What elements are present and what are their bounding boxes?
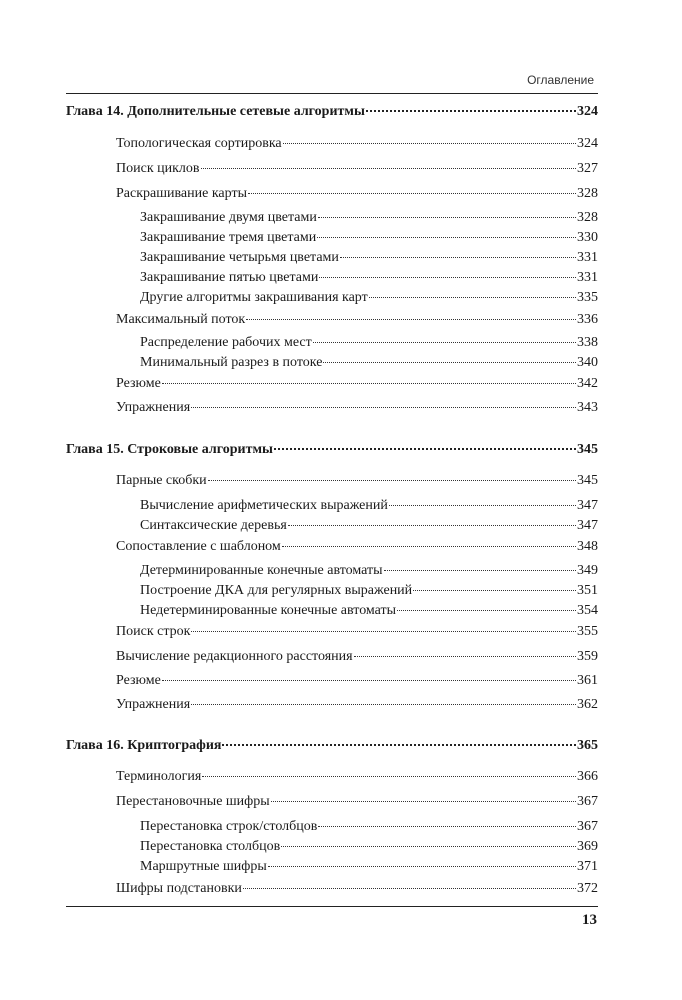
toc-entry-title: Другие алгоритмы закрашивания карт bbox=[140, 290, 368, 305]
toc-entry-title: Закрашивание тремя цветами bbox=[140, 230, 317, 245]
toc-entry-page: 355 bbox=[577, 624, 598, 639]
toc-subsection[interactable] bbox=[140, 229, 598, 247]
dot-leader bbox=[201, 167, 576, 169]
toc-entry-title: Упражнения bbox=[116, 697, 191, 712]
dot-leader bbox=[222, 743, 576, 746]
dot-leader bbox=[274, 447, 576, 450]
toc-section[interactable] bbox=[116, 648, 598, 666]
dot-leader bbox=[191, 406, 576, 408]
toc-subsection[interactable] bbox=[140, 517, 598, 535]
toc-section[interactable] bbox=[116, 538, 598, 556]
toc-entry-page: 366 bbox=[577, 769, 598, 784]
toc-section[interactable] bbox=[116, 311, 598, 329]
toc-entry-page: 361 bbox=[577, 673, 598, 688]
toc-entry-title: Резюме bbox=[116, 376, 161, 391]
dot-leader bbox=[208, 479, 576, 481]
toc-entry-title: Топологическая сортировка bbox=[116, 136, 282, 151]
toc-entry-page: 335 bbox=[577, 290, 598, 305]
toc-entry-page: 324 bbox=[577, 104, 598, 119]
toc-entry-page: 331 bbox=[577, 270, 598, 285]
page-number: 13 bbox=[582, 912, 597, 928]
toc-entry-title: Недетерминированные конечные автоматы bbox=[140, 603, 397, 618]
toc-entry-title: Шифры подстановки bbox=[116, 881, 242, 896]
toc-subsection[interactable] bbox=[140, 354, 598, 372]
dot-leader bbox=[318, 825, 576, 827]
dot-leader bbox=[246, 318, 576, 320]
toc-subsection[interactable] bbox=[140, 818, 598, 836]
dot-leader bbox=[318, 216, 576, 218]
toc-entry-page: 336 bbox=[577, 312, 598, 327]
toc-entry-title: Синтаксические деревья bbox=[140, 518, 287, 533]
dot-leader bbox=[319, 276, 576, 278]
dot-leader bbox=[366, 109, 576, 112]
dot-leader bbox=[389, 504, 576, 506]
toc-entry-page: 351 bbox=[577, 583, 598, 598]
toc-entry-title: Закрашивание четырьмя цветами bbox=[140, 250, 339, 265]
toc-entry-page: 369 bbox=[577, 839, 598, 854]
dot-leader bbox=[354, 655, 576, 657]
toc-entry-title: Закрашивание двумя цветами bbox=[140, 210, 317, 225]
toc-section[interactable] bbox=[116, 472, 598, 490]
toc-entry-title: Раскрашивание карты bbox=[116, 186, 247, 201]
toc-entry-page: 367 bbox=[577, 819, 598, 834]
toc-entry-title: Закрашивание пятью цветами bbox=[140, 270, 319, 285]
toc-section[interactable] bbox=[116, 375, 598, 393]
toc-entry-title: Упражнения bbox=[116, 400, 191, 415]
dot-leader bbox=[313, 341, 576, 343]
toc-entry-page: 324 bbox=[577, 136, 598, 151]
toc-section[interactable] bbox=[116, 768, 598, 786]
toc-entry-title: Поиск строк bbox=[116, 624, 191, 639]
toc-subsection[interactable] bbox=[140, 838, 598, 856]
toc-entry-page: 362 bbox=[577, 697, 598, 712]
toc-section[interactable] bbox=[116, 135, 598, 153]
dot-leader bbox=[317, 236, 576, 238]
toc-subsection[interactable] bbox=[140, 858, 598, 876]
toc-entry-page: 330 bbox=[577, 230, 598, 245]
toc-entry-page: 347 bbox=[577, 518, 598, 533]
dot-leader bbox=[323, 361, 576, 363]
dot-leader bbox=[340, 256, 576, 258]
toc-entry-page: 348 bbox=[577, 539, 598, 554]
toc-entry-page: 365 bbox=[577, 738, 598, 753]
toc-entry-title: Глава 15. Строковые алгоритмы bbox=[66, 442, 273, 457]
toc-entry-title: Поиск циклов bbox=[116, 161, 200, 176]
toc-section[interactable] bbox=[116, 399, 598, 417]
dot-leader bbox=[281, 845, 576, 847]
toc-entry-title: Перестановка столбцов bbox=[140, 839, 281, 854]
toc-entry-title: Вычисление редакционного расстояния bbox=[116, 649, 353, 664]
dot-leader bbox=[413, 589, 576, 591]
toc-entry-title: Построение ДКА для регулярных выражений bbox=[140, 583, 413, 598]
toc-subsection[interactable] bbox=[140, 562, 598, 580]
toc-entry-title: Резюме bbox=[116, 673, 161, 688]
dot-leader bbox=[397, 609, 576, 611]
toc-entry-page: 342 bbox=[577, 376, 598, 391]
toc-section[interactable] bbox=[116, 623, 598, 641]
toc-entry-title: Сопоставление с шаблоном bbox=[116, 539, 281, 554]
running-head: Оглавление bbox=[527, 73, 594, 87]
toc-subsection[interactable] bbox=[140, 497, 598, 515]
dot-leader bbox=[248, 192, 576, 194]
toc-entry-page: 354 bbox=[577, 603, 598, 618]
toc-subsection[interactable] bbox=[140, 249, 598, 267]
dot-leader bbox=[243, 887, 576, 889]
dot-leader bbox=[191, 630, 576, 632]
toc-entry-page: 343 bbox=[577, 400, 598, 415]
dot-leader bbox=[288, 524, 576, 526]
toc-entry-page: 371 bbox=[577, 859, 598, 874]
toc-entry-title: Глава 16. Криптография bbox=[66, 738, 222, 753]
toc-chapter-15[interactable] bbox=[66, 441, 598, 459]
toc-entry-title: Минимальный разрез в потоке bbox=[140, 355, 323, 370]
toc-entry-page: 328 bbox=[577, 210, 598, 225]
toc-chapter-16[interactable] bbox=[66, 737, 598, 755]
toc-subsection[interactable] bbox=[140, 602, 598, 620]
toc-chapter-14[interactable] bbox=[66, 103, 598, 121]
dot-leader bbox=[384, 569, 576, 571]
toc-entry-page: 347 bbox=[577, 498, 598, 513]
toc-entry-page: 331 bbox=[577, 250, 598, 265]
dot-leader bbox=[191, 703, 576, 705]
toc-entry-title: Распределение рабочих мест bbox=[140, 335, 312, 350]
dot-leader bbox=[162, 679, 576, 681]
toc-entry-title: Глава 14. Дополнительные сетевые алгоритмы bbox=[66, 104, 365, 119]
toc-entry-page: 349 bbox=[577, 563, 598, 578]
toc-subsection[interactable] bbox=[140, 582, 598, 600]
toc-entry-page: 327 bbox=[577, 161, 598, 176]
toc-entry-page: 345 bbox=[577, 473, 598, 488]
toc-entry-title: Перестановка строк/столбцов bbox=[140, 819, 318, 834]
toc-entry-page: 340 bbox=[577, 355, 598, 370]
toc-subsection[interactable] bbox=[140, 269, 598, 287]
toc-section[interactable] bbox=[116, 696, 598, 714]
toc-section[interactable] bbox=[116, 672, 598, 690]
footer-rule bbox=[66, 906, 598, 907]
dot-leader bbox=[369, 296, 576, 298]
toc-entry-page: 328 bbox=[577, 186, 598, 201]
toc-subsection[interactable] bbox=[140, 334, 598, 352]
toc-entry-page: 338 bbox=[577, 335, 598, 350]
toc-subsection[interactable] bbox=[140, 289, 598, 307]
toc-entry-page: 345 bbox=[577, 442, 598, 457]
dot-leader bbox=[271, 800, 576, 802]
toc-entry-page: 359 bbox=[577, 649, 598, 664]
dot-leader bbox=[282, 545, 576, 547]
toc-entry-title: Парные скобки bbox=[116, 473, 207, 488]
toc-entry-title: Вычисление арифметических выражений bbox=[140, 498, 388, 513]
toc-entry-title: Маршрутные шифры bbox=[140, 859, 267, 874]
dot-leader bbox=[268, 865, 576, 867]
toc-section[interactable] bbox=[116, 160, 598, 178]
dot-leader bbox=[162, 382, 576, 384]
toc-section[interactable] bbox=[116, 880, 598, 898]
toc-entry-title: Детерминированные конечные автоматы bbox=[140, 563, 383, 578]
toc-entry-page: 372 bbox=[577, 881, 598, 896]
dot-leader bbox=[202, 775, 576, 777]
toc-entry-title: Терминология bbox=[116, 769, 202, 784]
toc-entry-title: Перестановочные шифры bbox=[116, 794, 270, 809]
toc-entry-page: 367 bbox=[577, 794, 598, 809]
toc-section[interactable] bbox=[116, 793, 598, 811]
toc-subsection[interactable] bbox=[140, 209, 598, 227]
toc-section[interactable] bbox=[116, 185, 598, 203]
dot-leader bbox=[283, 142, 576, 144]
toc-entry-title: Максимальный поток bbox=[116, 312, 246, 327]
